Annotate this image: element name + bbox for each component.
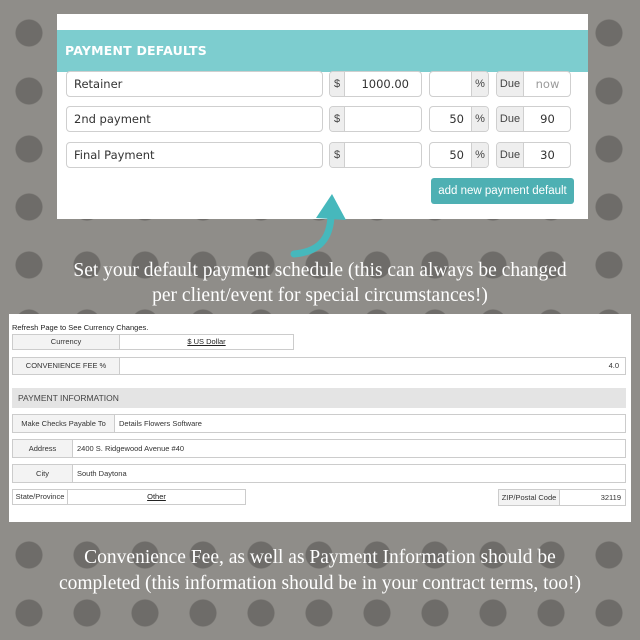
percent-addon: % <box>471 72 488 96</box>
state-label: State/Province <box>12 489 68 505</box>
caption-top-line1: Set your default payment schedule (this can always be changed <box>73 260 567 281</box>
payment-due-field[interactable] <box>496 142 571 168</box>
percent-addon: % <box>471 107 488 131</box>
curved-arrow-up-icon <box>288 186 358 262</box>
currency-label: Currency <box>12 334 120 350</box>
payment-default-row-2nd <box>57 106 588 132</box>
payment-amount-input[interactable]: 1000.00 <box>361 77 409 91</box>
payment-percent-field[interactable] <box>429 71 489 97</box>
payment-amount-input[interactable] <box>346 143 409 167</box>
payment-defaults-header: PAYMENT DEFAULTS <box>57 30 588 72</box>
payment-name-input[interactable]: Final Payment <box>66 142 323 168</box>
add-payment-default-button[interactable]: add new payment default <box>431 178 574 204</box>
city-label: City <box>12 464 73 483</box>
checks-payable-value: Details Flowers Software <box>119 419 202 428</box>
refresh-note: Refresh Page to See Currency Changes. <box>12 323 149 332</box>
payment-default-row-retainer <box>57 71 588 97</box>
address-label: Address <box>12 439 73 458</box>
currency-value-link[interactable]: $ US Dollar <box>187 337 226 346</box>
city-input[interactable] <box>72 464 626 483</box>
payment-due-input[interactable]: 30 <box>540 148 555 162</box>
payment-name-input[interactable]: Retainer <box>66 71 323 97</box>
payment-percent-input[interactable] <box>430 72 471 96</box>
payment-information-header: PAYMENT INFORMATION <box>12 388 626 408</box>
payment-due-field[interactable] <box>496 106 571 132</box>
caption-top-line2: per client/event for special circumstances!) <box>152 285 488 306</box>
currency-select[interactable] <box>119 334 294 350</box>
address-value: 2400 S. Ridgewood Avenue #40 <box>77 444 185 453</box>
payment-due-input[interactable]: 90 <box>540 112 555 126</box>
zip-value: 32119 <box>600 493 621 502</box>
city-value: South Daytona <box>77 469 127 478</box>
due-addon: Due <box>497 143 524 167</box>
state-value-link[interactable]: Other <box>147 492 166 501</box>
currency-addon: $ <box>330 143 345 167</box>
convenience-fee-label: CONVENIENCE FEE % <box>12 357 120 375</box>
caption-bottom-line1: Convenience Fee, as well as Payment Information should be <box>84 547 556 568</box>
caption-bottom-line2: completed (this information should be in your contract terms, too!) <box>58 573 582 594</box>
payment-amount-field[interactable] <box>329 71 422 97</box>
payment-amount-field[interactable] <box>329 106 422 132</box>
due-addon: Due <box>497 107 524 131</box>
currency-addon: $ <box>330 107 345 131</box>
payment-default-row-final <box>57 142 588 168</box>
convenience-fee-input[interactable] <box>119 357 626 375</box>
payment-percent-field[interactable] <box>429 106 489 132</box>
payment-amount-field[interactable] <box>329 142 422 168</box>
payment-due-field[interactable] <box>496 71 571 97</box>
state-select[interactable] <box>67 489 246 505</box>
address-input[interactable] <box>72 439 626 458</box>
payment-percent-field[interactable] <box>429 142 489 168</box>
currency-addon: $ <box>330 72 345 96</box>
payment-amount-input[interactable] <box>346 107 409 131</box>
zip-label: ZIP/Postal Code <box>498 489 560 506</box>
due-addon: Due <box>497 72 524 96</box>
zip-input[interactable] <box>559 489 626 506</box>
payment-due-input[interactable]: now <box>535 77 560 91</box>
payment-name-input[interactable]: 2nd payment <box>66 106 323 132</box>
payment-settings-panel <box>9 314 631 522</box>
convenience-fee-value: 4.0 <box>608 361 619 370</box>
checks-payable-label: Make Checks Payable To <box>12 414 115 433</box>
payment-percent-input[interactable]: 50 <box>449 148 464 162</box>
percent-addon: % <box>471 143 488 167</box>
checks-payable-input[interactable] <box>114 414 626 433</box>
payment-percent-input[interactable]: 50 <box>449 112 464 126</box>
